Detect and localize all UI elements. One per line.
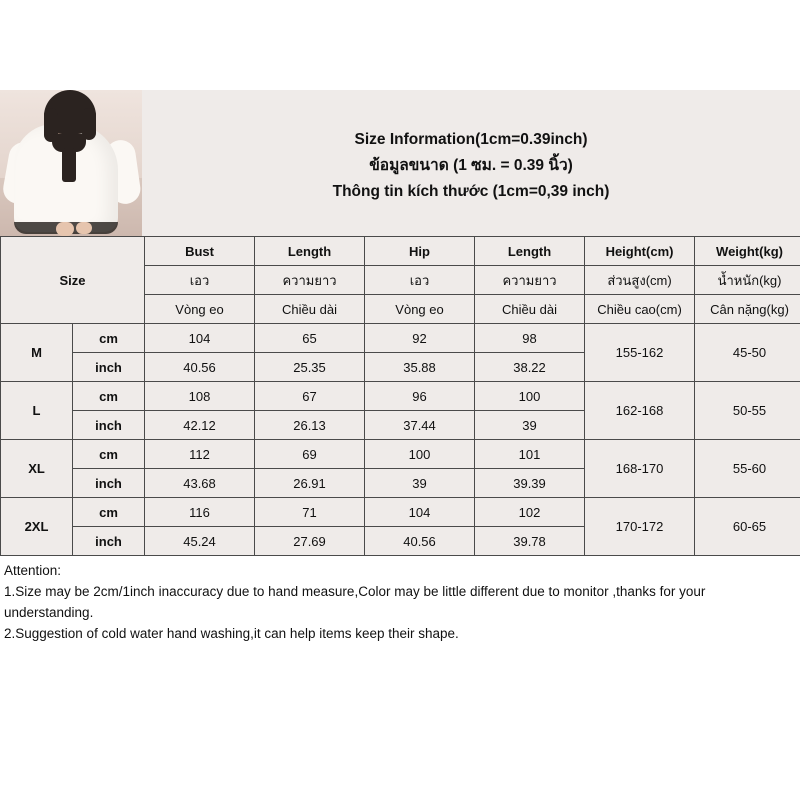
row-m-inch-bust: 40.56	[145, 353, 255, 382]
row-m-weight: 45-50	[695, 324, 800, 382]
row-2xl-cm-hip: 104	[365, 498, 475, 527]
row-xl-cm-length2: 101	[475, 440, 585, 469]
title-thai: ข้อมูลขนาด (1 ซม. = 0.39 นิ้ว)	[369, 157, 573, 174]
header-hip-vi: Vòng eo	[365, 295, 475, 324]
header-height-vi: Chiều cao(cm)	[585, 295, 695, 324]
row-m-cm-length2: 98	[475, 324, 585, 353]
row-m-inch-hip: 35.88	[365, 353, 475, 382]
row-l-inch-length1: 26.13	[255, 411, 365, 440]
row-2xl-unit-cm: cm	[73, 498, 145, 527]
row-size-m: M	[1, 324, 73, 382]
row-l-height: 162-168	[585, 382, 695, 440]
row-l-inch-hip: 37.44	[365, 411, 475, 440]
row-2xl-cm-bust: 116	[145, 498, 255, 527]
header-bust-th: เอว	[145, 266, 255, 295]
header-height-en: Height(cm)	[585, 237, 695, 266]
header-length2-en: Length	[475, 237, 585, 266]
title-vietnamese: Thông tin kích thước (1cm=0,39 inch)	[332, 183, 610, 200]
row-2xl-inch-length1: 27.69	[255, 527, 365, 556]
row-m-unit-inch: inch	[73, 353, 145, 382]
row-2xl-height: 170-172	[585, 498, 695, 556]
row-xl-inch-length2: 39.39	[475, 469, 585, 498]
table-row	[1, 440, 800, 469]
row-l-unit-cm: cm	[73, 382, 145, 411]
header-band	[0, 90, 800, 236]
row-size-2xl: 2XL	[1, 498, 73, 556]
row-m-inch-length2: 38.22	[475, 353, 585, 382]
row-2xl-cm-length2: 102	[475, 498, 585, 527]
size-chart-sheet	[0, 90, 800, 644]
header-bust-vi: Vòng eo	[145, 295, 255, 324]
row-2xl-inch-hip: 40.56	[365, 527, 475, 556]
row-l-cm-hip: 96	[365, 382, 475, 411]
row-l-unit-inch: inch	[73, 411, 145, 440]
header-length2-th: ความยาว	[475, 266, 585, 295]
row-m-inch-length1: 25.35	[255, 353, 365, 382]
header-weight-th: น้ำหนัก(kg)	[695, 266, 800, 295]
row-m-cm-length1: 65	[255, 324, 365, 353]
row-m-unit-cm: cm	[73, 324, 145, 353]
row-2xl-weight: 60-65	[695, 498, 800, 556]
header-weight-vi: Cân nặng(kg)	[695, 295, 800, 324]
photo-garment-ribbon	[62, 148, 76, 182]
row-l-cm-length1: 67	[255, 382, 365, 411]
header-hip-th: เอว	[365, 266, 475, 295]
header-length1-th: ความยาว	[255, 266, 365, 295]
row-xl-cm-length1: 69	[255, 440, 365, 469]
row-xl-inch-length1: 26.91	[255, 469, 365, 498]
header-hip-en: Hip	[365, 237, 475, 266]
row-2xl-inch-length2: 39.78	[475, 527, 585, 556]
row-l-cm-length2: 100	[475, 382, 585, 411]
photo-foot-left	[56, 222, 74, 236]
row-xl-unit-cm: cm	[73, 440, 145, 469]
attention-line-3: 2.Suggestion of cold water hand washing,it can help items keep their shape.	[4, 626, 459, 641]
row-xl-weight: 55-60	[695, 440, 800, 498]
row-l-cm-bust: 108	[145, 382, 255, 411]
row-m-cm-hip: 92	[365, 324, 475, 353]
row-xl-cm-hip: 100	[365, 440, 475, 469]
row-size-l: L	[1, 382, 73, 440]
header-length1-vi: Chiều dài	[255, 295, 365, 324]
row-xl-cm-bust: 112	[145, 440, 255, 469]
header-height-th: ส่วนสูง(cm)	[585, 266, 695, 295]
size-header-cell: Size	[1, 237, 145, 324]
row-2xl-unit-inch: inch	[73, 527, 145, 556]
table-header-row-en	[1, 237, 800, 266]
row-m-cm-bust: 104	[145, 324, 255, 353]
row-l-weight: 50-55	[695, 382, 800, 440]
row-2xl-inch-bust: 45.24	[145, 527, 255, 556]
row-xl-height: 168-170	[585, 440, 695, 498]
title-english: Size Information(1cm=0.39inch)	[354, 131, 588, 148]
row-xl-inch-hip: 39	[365, 469, 475, 498]
row-m-height: 155-162	[585, 324, 695, 382]
size-table	[0, 236, 800, 556]
attention-line-2: understanding.	[4, 605, 94, 620]
table-row	[1, 324, 800, 353]
row-xl-unit-inch: inch	[73, 469, 145, 498]
header-length2-vi: Chiều dài	[475, 295, 585, 324]
title-block	[142, 90, 800, 236]
table-row	[1, 382, 800, 411]
row-xl-inch-bust: 43.68	[145, 469, 255, 498]
photo-foot-right	[76, 222, 92, 234]
attention-block	[0, 556, 800, 644]
product-photo	[0, 90, 142, 236]
row-2xl-cm-length1: 71	[255, 498, 365, 527]
header-weight-en: Weight(kg)	[695, 237, 800, 266]
row-l-inch-length2: 39	[475, 411, 585, 440]
attention-line-1: 1.Size may be 2cm/1inch inaccuracy due to hand measure,Color may be little different due to monitor ,thanks for your	[4, 584, 706, 599]
header-bust-en: Bust	[145, 237, 255, 266]
table-row	[1, 498, 800, 527]
attention-heading: Attention:	[4, 563, 62, 578]
row-l-inch-bust: 42.12	[145, 411, 255, 440]
row-size-xl: XL	[1, 440, 73, 498]
header-length1-en: Length	[255, 237, 365, 266]
